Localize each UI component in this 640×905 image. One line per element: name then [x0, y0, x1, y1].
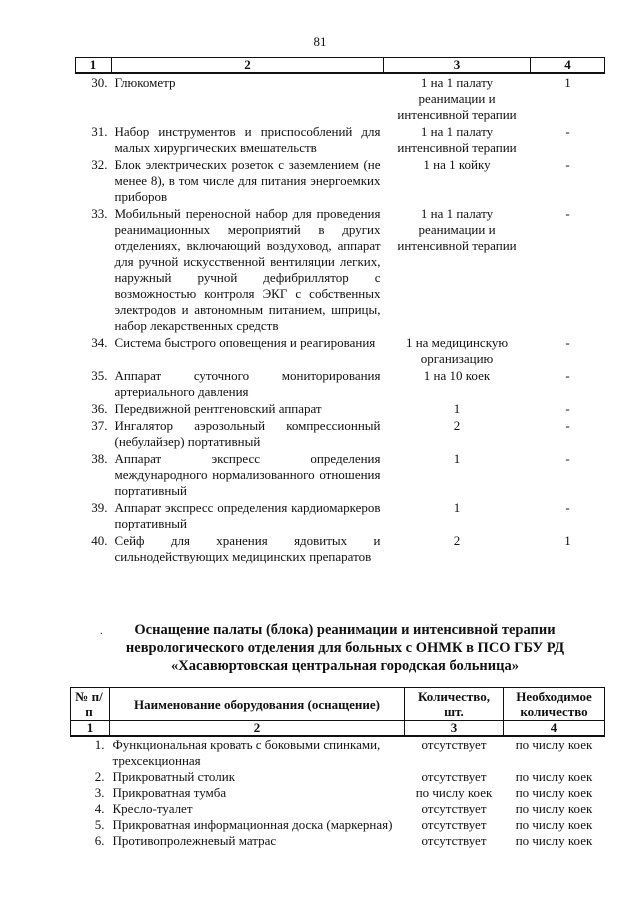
item-name: Ингалятор аэрозольный компрессионный (небулайзер) портативный — [114, 418, 381, 449]
table-row — [76, 499, 605, 532]
item-number: 32. — [91, 157, 108, 172]
item-required: - — [565, 335, 570, 350]
col-3-number: 3 — [405, 721, 504, 737]
item-required: - — [565, 451, 570, 466]
item-name: Система быстрого оповещения и реагирования — [114, 335, 376, 350]
equipment-table-continued — [75, 57, 605, 565]
item-number: 4. — [94, 801, 105, 816]
item-number: 35. — [91, 368, 108, 383]
item-name: Противопролежневый матрас — [112, 833, 277, 848]
item-quantity: отсутствует — [421, 769, 487, 784]
item-number: 1. — [94, 737, 105, 752]
table-row — [76, 417, 605, 450]
item-number: 34. — [91, 335, 108, 350]
table1-column-numbers — [76, 58, 605, 74]
item-required: по числу коек — [515, 769, 593, 784]
item-number: 37. — [91, 418, 108, 433]
item-name: Набор инструментов и приспособлений для малых хирургических вмешательств — [114, 124, 381, 155]
table-row — [71, 817, 605, 833]
item-quantity: 1 на 10 коек — [423, 368, 491, 383]
item-number: 3. — [94, 785, 105, 800]
table-row — [76, 156, 605, 205]
item-quantity: 1 на 1 палату реанимации и интенсивной терапии — [397, 206, 517, 253]
table-row — [76, 532, 605, 565]
header-number: № п/п — [71, 688, 110, 721]
section-title-line-1: Оснащение палаты (блока) реанимации и интенсивной терапии — [134, 622, 556, 638]
item-name: Кресло-туалет — [112, 801, 193, 816]
table-row — [71, 785, 605, 801]
table2-column-numbers — [71, 721, 605, 737]
section-title-line-3: «Хасавюртовская центральная городская больница» — [171, 658, 519, 674]
item-quantity: 1 — [453, 451, 461, 466]
item-number: 5. — [94, 817, 105, 832]
item-number: 39. — [91, 500, 108, 515]
header-quantity: Количество, шт. — [405, 688, 504, 721]
col-3-header: 3 — [384, 58, 531, 74]
section-bullet: . — [100, 626, 103, 637]
col-2-header: 2 — [112, 58, 384, 74]
item-name: Аппарат экспресс определения международного нормализованного отношения портативный — [114, 451, 381, 498]
table-row — [71, 769, 605, 785]
item-name: Прикроватная информационная доска (маркерная) — [112, 817, 393, 832]
table-row — [76, 400, 605, 417]
item-required: 1 — [564, 533, 571, 548]
table-row — [76, 334, 605, 367]
table-row — [76, 73, 605, 123]
item-number: 33. — [91, 206, 108, 221]
item-required: 1 — [564, 75, 571, 90]
item-quantity: 1 на 1 палату реанимации и интенсивной терапии — [397, 75, 517, 122]
item-quantity: 1 на 1 палату интенсивной терапии — [397, 124, 517, 155]
table-row — [76, 205, 605, 334]
col-4-number: 4 — [504, 721, 605, 737]
item-quantity: 2 — [453, 533, 461, 548]
item-required: - — [565, 368, 570, 383]
item-name: Глюкометр — [114, 75, 176, 90]
item-quantity: 2 — [453, 418, 461, 433]
item-required: - — [565, 500, 570, 515]
item-number: 30. — [91, 75, 108, 90]
table-row — [76, 450, 605, 499]
header-name: Наименование оборудования (оснащение) — [110, 688, 405, 721]
item-name: Сейф для хранения ядовитых и сильнодействующих медицинских препаратов — [114, 533, 381, 564]
item-required: - — [565, 157, 570, 172]
item-required: - — [565, 124, 570, 139]
item-number: 31. — [91, 124, 108, 139]
item-quantity: отсутствует — [421, 833, 487, 848]
item-name: Функциональная кровать с боковыми спинками, трехсекционная — [112, 737, 381, 768]
item-quantity: отсутствует — [421, 801, 487, 816]
item-quantity: 1 — [453, 401, 461, 416]
header-required: Необходимое количество — [504, 688, 605, 721]
table-row — [71, 833, 605, 849]
item-quantity: 1 на 1 койку — [423, 157, 491, 172]
item-required: по числу коек — [515, 833, 593, 848]
icu-equipment-table — [70, 687, 605, 849]
item-quantity: по числу коек — [415, 785, 493, 800]
col-1-header: 1 — [76, 58, 112, 74]
item-required: по числу коек — [515, 737, 593, 752]
item-number: 2. — [94, 769, 105, 784]
item-required: - — [565, 418, 570, 433]
item-quantity: 1 — [453, 500, 461, 515]
item-number: 40. — [91, 533, 108, 548]
section-title — [80, 621, 610, 675]
col-2-number: 2 — [110, 721, 405, 737]
item-number: 36. — [91, 401, 108, 416]
item-required: по числу коек — [515, 817, 593, 832]
item-name: Аппарат суточного мониторирования артериального давления — [114, 368, 381, 399]
table-row — [76, 367, 605, 400]
item-name: Передвижной рентгеновский аппарат — [114, 401, 322, 416]
item-name: Аппарат экспресс определения кардиомаркеров портативный — [114, 500, 381, 531]
item-quantity: отсутствует — [421, 817, 487, 832]
table-row — [76, 123, 605, 156]
item-number: 38. — [91, 451, 108, 466]
section-title-line-2: неврологического отделения для больных с ОНМК в ПСО ГБУ РД — [125, 640, 565, 656]
col-1-number: 1 — [71, 721, 110, 737]
col-4-header: 4 — [531, 58, 605, 74]
table2-header-row — [71, 688, 605, 721]
item-name: Прикроватный столик — [112, 769, 236, 784]
item-number: 6. — [94, 833, 105, 848]
item-name: Прикроватная тумба — [112, 785, 227, 800]
item-required: по числу коек — [515, 785, 593, 800]
item-name: Блок электрических розеток с заземлением (не менее 8), в том числе для питания энергоемких приборов — [114, 157, 381, 204]
item-quantity: 1 на медицинскую организацию — [405, 335, 509, 366]
table-row — [71, 736, 605, 769]
item-required: - — [565, 206, 570, 221]
page-number: 81 — [313, 34, 327, 49]
item-required: по числу коек — [515, 801, 593, 816]
item-name: Мобильный переносной набор для проведения реанимационных мероприятий в других отделениях, включающий воздуховод, аппарат для ручной искусственной вентиляции легких, наружный ручной дефибриллятор с возможностью контроля ЭКГ с собственных электродов и автономным питанием, шприцы, набор лекарственных средств — [114, 206, 381, 333]
item-quantity: отсутствует — [421, 737, 487, 752]
table-row — [71, 801, 605, 817]
item-required: - — [565, 401, 570, 416]
